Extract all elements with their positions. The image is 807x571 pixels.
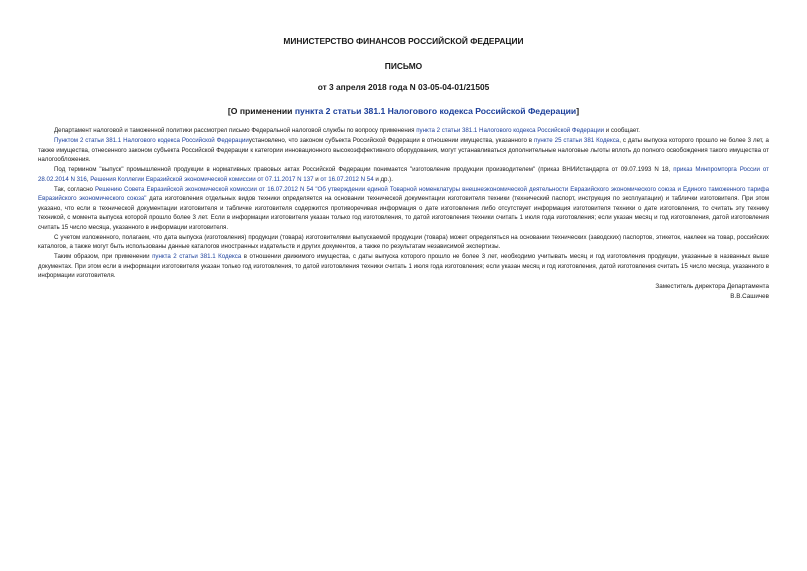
p3-link-eec-decision-54[interactable]: от 16.07.2012 N 54 bbox=[320, 175, 374, 183]
p2-text-1: установлено, что законом субъекта Российской Федерации в отношении имущества, указанного в bbox=[248, 137, 535, 144]
p1-text-1: Департамент налоговой и таможенной политики рассмотрел письмо Федеральной налоговой службы по вопросу применения bbox=[54, 127, 417, 134]
p1-text-2: и сообщает. bbox=[604, 127, 640, 134]
paragraph-2 bbox=[38, 136, 769, 165]
p3-text-4: и др.). bbox=[373, 175, 393, 183]
p3-text-2: , bbox=[86, 175, 91, 183]
p4-link-eec-council-decision[interactable]: Решению Совета Евразийской экономической комиссии от 16.07.2012 N 54 "Об утверждении единой Товарной номенклатуры внешнеэкономической деятельности Евразийского экономического союза и Единого таможенного тарифа Евразийского экономического союза" bbox=[38, 185, 770, 202]
p1-link-tax-code[interactable]: пункта 2 статьи 381.1 Налогового кодекса Российской Федерации bbox=[416, 127, 605, 134]
ministry-title: МИНИСТЕРСТВО ФИНАНСОВ РОССИЙСКОЙ ФЕДЕРАЦИИ bbox=[283, 36, 524, 46]
paragraph-5 bbox=[38, 233, 769, 252]
paragraph-6 bbox=[38, 252, 769, 281]
document-date-number: от 3 апреля 2018 года N 03-05-04-01/21505 bbox=[317, 82, 490, 92]
signature-position: Заместитель директора Департамента bbox=[655, 282, 769, 290]
p3-link-eec-decision-137[interactable]: Решения Коллегии Евразийской экономической комиссии от 07.11.2017 N 137 bbox=[90, 175, 314, 183]
p2-text-2: , с даты выпуска которого прошло не более 3 лет, а также имущества, отнесенного законом субъекта Российской Федерации к категории инновационного высокоэффективного оборудования, могут устанавливаться дополнительные налоговые льготы вплоть до полного освобождения такого имущества от налогообложения. bbox=[38, 137, 769, 163]
p3-text-3: и bbox=[313, 175, 321, 183]
paragraph-4 bbox=[38, 185, 769, 233]
subject-open: [О применении bbox=[227, 106, 295, 116]
document-body bbox=[38, 126, 769, 281]
signature-name: В.В.Сашичев bbox=[730, 292, 769, 300]
paragraph-1 bbox=[38, 126, 769, 136]
p2-link-article-381[interactable]: пункте 25 статьи 381 Кодекса bbox=[534, 137, 620, 144]
p5-text-1: С учетом изложенного, полагаем, что дата выпуска (изготовления) продукции (товара) изготовителями выпускаемой продукции (товара) может определяться на основании технических (заводских) паспортов, этикеток, наклеек на товар, российских каталогов, а также могут быть использованы данные каталогов иностранных издательств и других документов, а также по результатам независимой экспертизы. bbox=[38, 233, 769, 250]
p4-text-2: дата изготовления отдельных видов техники определяется на основании технической документации изготовителя техники (технический паспорт, инструкция по эксплуатации) и таблички изготовителя. При этом указано, что если в технической документации изготовителя и табличке изготовителя содержится противоречивая информация о дате изготовления либо отсутствует информация изготовителя техники о дате изготовления, то считать эту технику техникой, с момента выпуска которой прошло более 3 лет. Если в информации изготовителя указан только год изготовления, то датой изготовления техники считать 1 июля года изготовления; если указан месяц и год изготовления, датой изготовления считать 15 число месяца, указанного в информации изготовителя. bbox=[38, 195, 769, 231]
p6-text-1: Таким образом, при применении bbox=[54, 253, 153, 260]
p2-link-tax-code[interactable]: Пунктом 2 статьи 381.1 Налогового кодекса Российской Федерации bbox=[54, 137, 249, 144]
signature-block bbox=[38, 282, 769, 302]
p6-text-2: в отношении движимого имущества, с даты выпуска которого прошло не более 3 лет, необходимо учитывать месяц и год изготовления продукции, указанные в названных выше документах. При этом если в информации изготовителя указан только год изготовления, то датой изготовления техники считать 1 июля года изготовления; если указан месяц и год изготовления, датой изготовления считать 15 число месяца, указанного в информации изготовителя. bbox=[38, 253, 769, 279]
paragraph-3 bbox=[38, 165, 769, 184]
p4-text-1: Так, согласно bbox=[54, 185, 95, 193]
subject-close: ] bbox=[576, 106, 580, 116]
p3-link-minpromtorg-order[interactable]: приказ Минпромторга России от 28.02.2014 N 316 bbox=[38, 166, 769, 183]
document-subject bbox=[38, 93, 769, 126]
p3-text-1: Под термином "выпуск" промышленной продукции в нормативных правовых актах Российской Федерации понимается "изготовление продукции производителем" (приказ ВНИИстандарта от 09.07.1993 N 18, bbox=[54, 166, 674, 173]
p6-link-tax-code[interactable]: пункта 2 статьи 381.1 Кодекса bbox=[152, 253, 242, 260]
document-type: ПИСЬМО bbox=[384, 61, 423, 71]
subject-link[interactable]: пункта 2 статьи 381.1 Налогового кодекса Российской Федерации bbox=[294, 106, 577, 116]
